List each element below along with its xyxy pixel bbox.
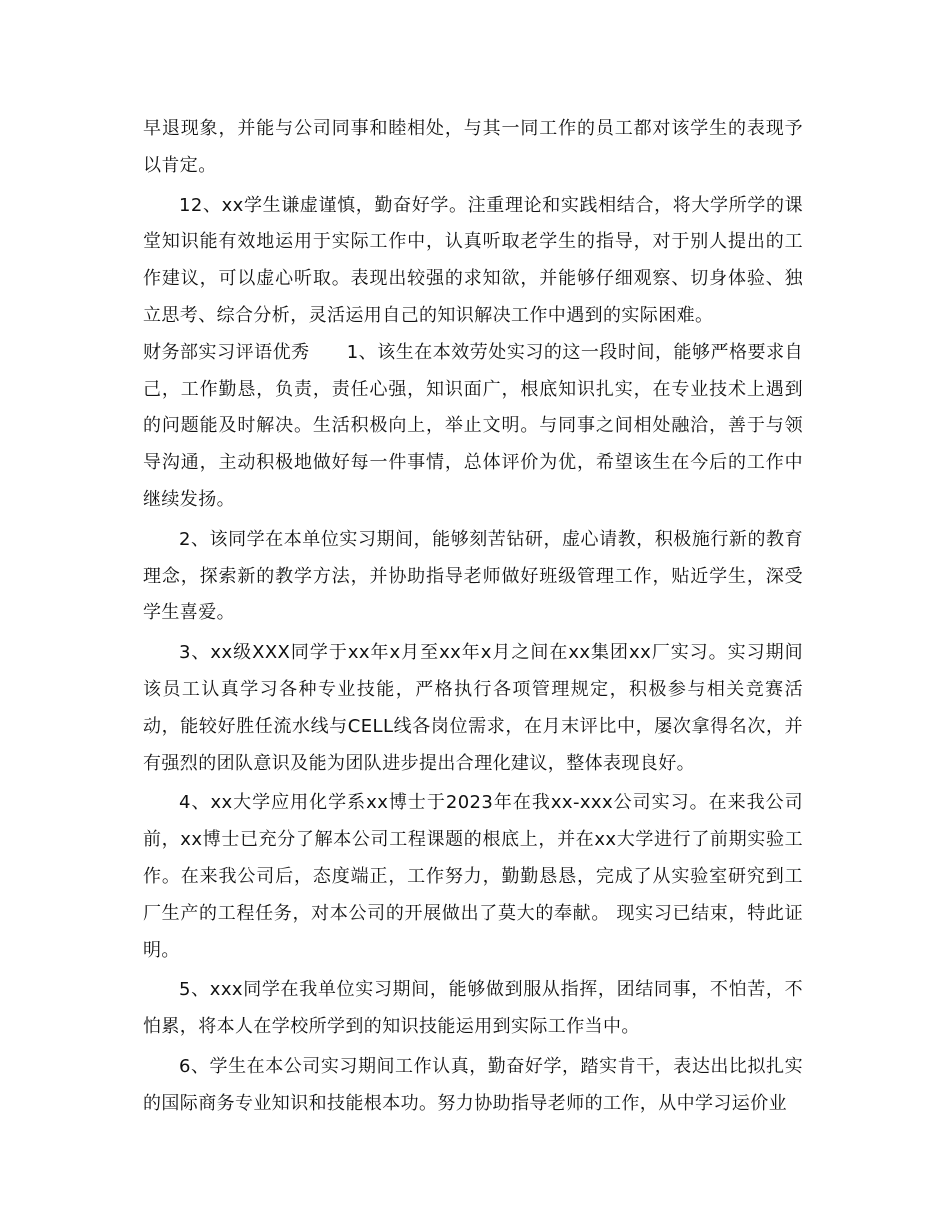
paragraph-item-12: 12、xx学生谦虚谨慎，勤奋好学。注重理论和实践相结合，将大学所学的课堂知识能有效地运用于实际工作中，认真听取老学生的指导，对于别人提出的工作建议，可以虚心听取。表现出较强的求知欲，并能够仔细观察、切身体验、独立思考、综合分析，灵活运用自己的知识解决工作中遇到的实际困难。 (143, 194, 803, 326)
paragraph-item-5: 5、xxx同学在我单位实习期间，能够做到服从指挥，团结同事，不怕苦，不怕累，将本人在学校所学到的知识技能运用到实际工作当中。 (143, 979, 803, 1038)
paragraph-section-heading-item-1: 财务部实习评语优秀 1、该生在本效劳处实习的这一段时间，能够严格要求自己，工作勤恳，负责，责任心强，知识面广，根底知识扎实，在专业技术上遇到的问题能及时解决。生活积极向上，举止文明。与同事之间相处融洽，善于与领导沟通，主动积极地做好每一件事情，总体评价为优，希望该生在今后的工作中继续发扬。 (143, 341, 803, 510)
paragraph-continuation: 早退现象，并能与公司同事和睦相处，与其一同工作的员工都对该学生的表现予以肯定。 (143, 118, 803, 176)
paragraph-item-4: 4、xx大学应用化学系xx博士于2023年在我xx-xxx公司实习。在来我公司前，xx博士已充分了解本公司工程课题的根底上，并在xx大学进行了前期实验工作。在来我公司后，态度端正，工作努力，勤勤恳恳，完成了从实验室研究到工厂生产的工程任务，对本公司的开展做出了莫大的奉献。 现实习已结束，特此证明。 (143, 792, 803, 961)
paragraph-item-3: 3、xx级XXX同学于xx年x月至xx年x月之间在xx集团xx厂实习。实习期间该员工认真学习各种专业技能，严格执行各项管理规定，积极参与相关竞赛活动，能较好胜任流水线与CELL线各岗位需求，在月末评比中，屡次拿得名次，并有强烈的团队意识及能为团队进步提出合理化建议，整体表现良好。 (143, 642, 803, 774)
paragraph-item-6: 6、学生在本公司实习期间工作认真，勤奋好学，踏实肯干，表达出比拟扎实的国际商务专业知识和技能根本功。努力协助指导老师的工作，从中学习运价业 (143, 1055, 803, 1114)
paragraph-item-2: 2、该同学在本单位实习期间，能够刻苦钻研，虚心请教，积极施行新的教育理念，探索新的教学方法，并协助指导老师做好班级管理工作，贴近学生，深受学生喜爱。 (143, 528, 803, 624)
document-body (143, 111, 803, 1123)
